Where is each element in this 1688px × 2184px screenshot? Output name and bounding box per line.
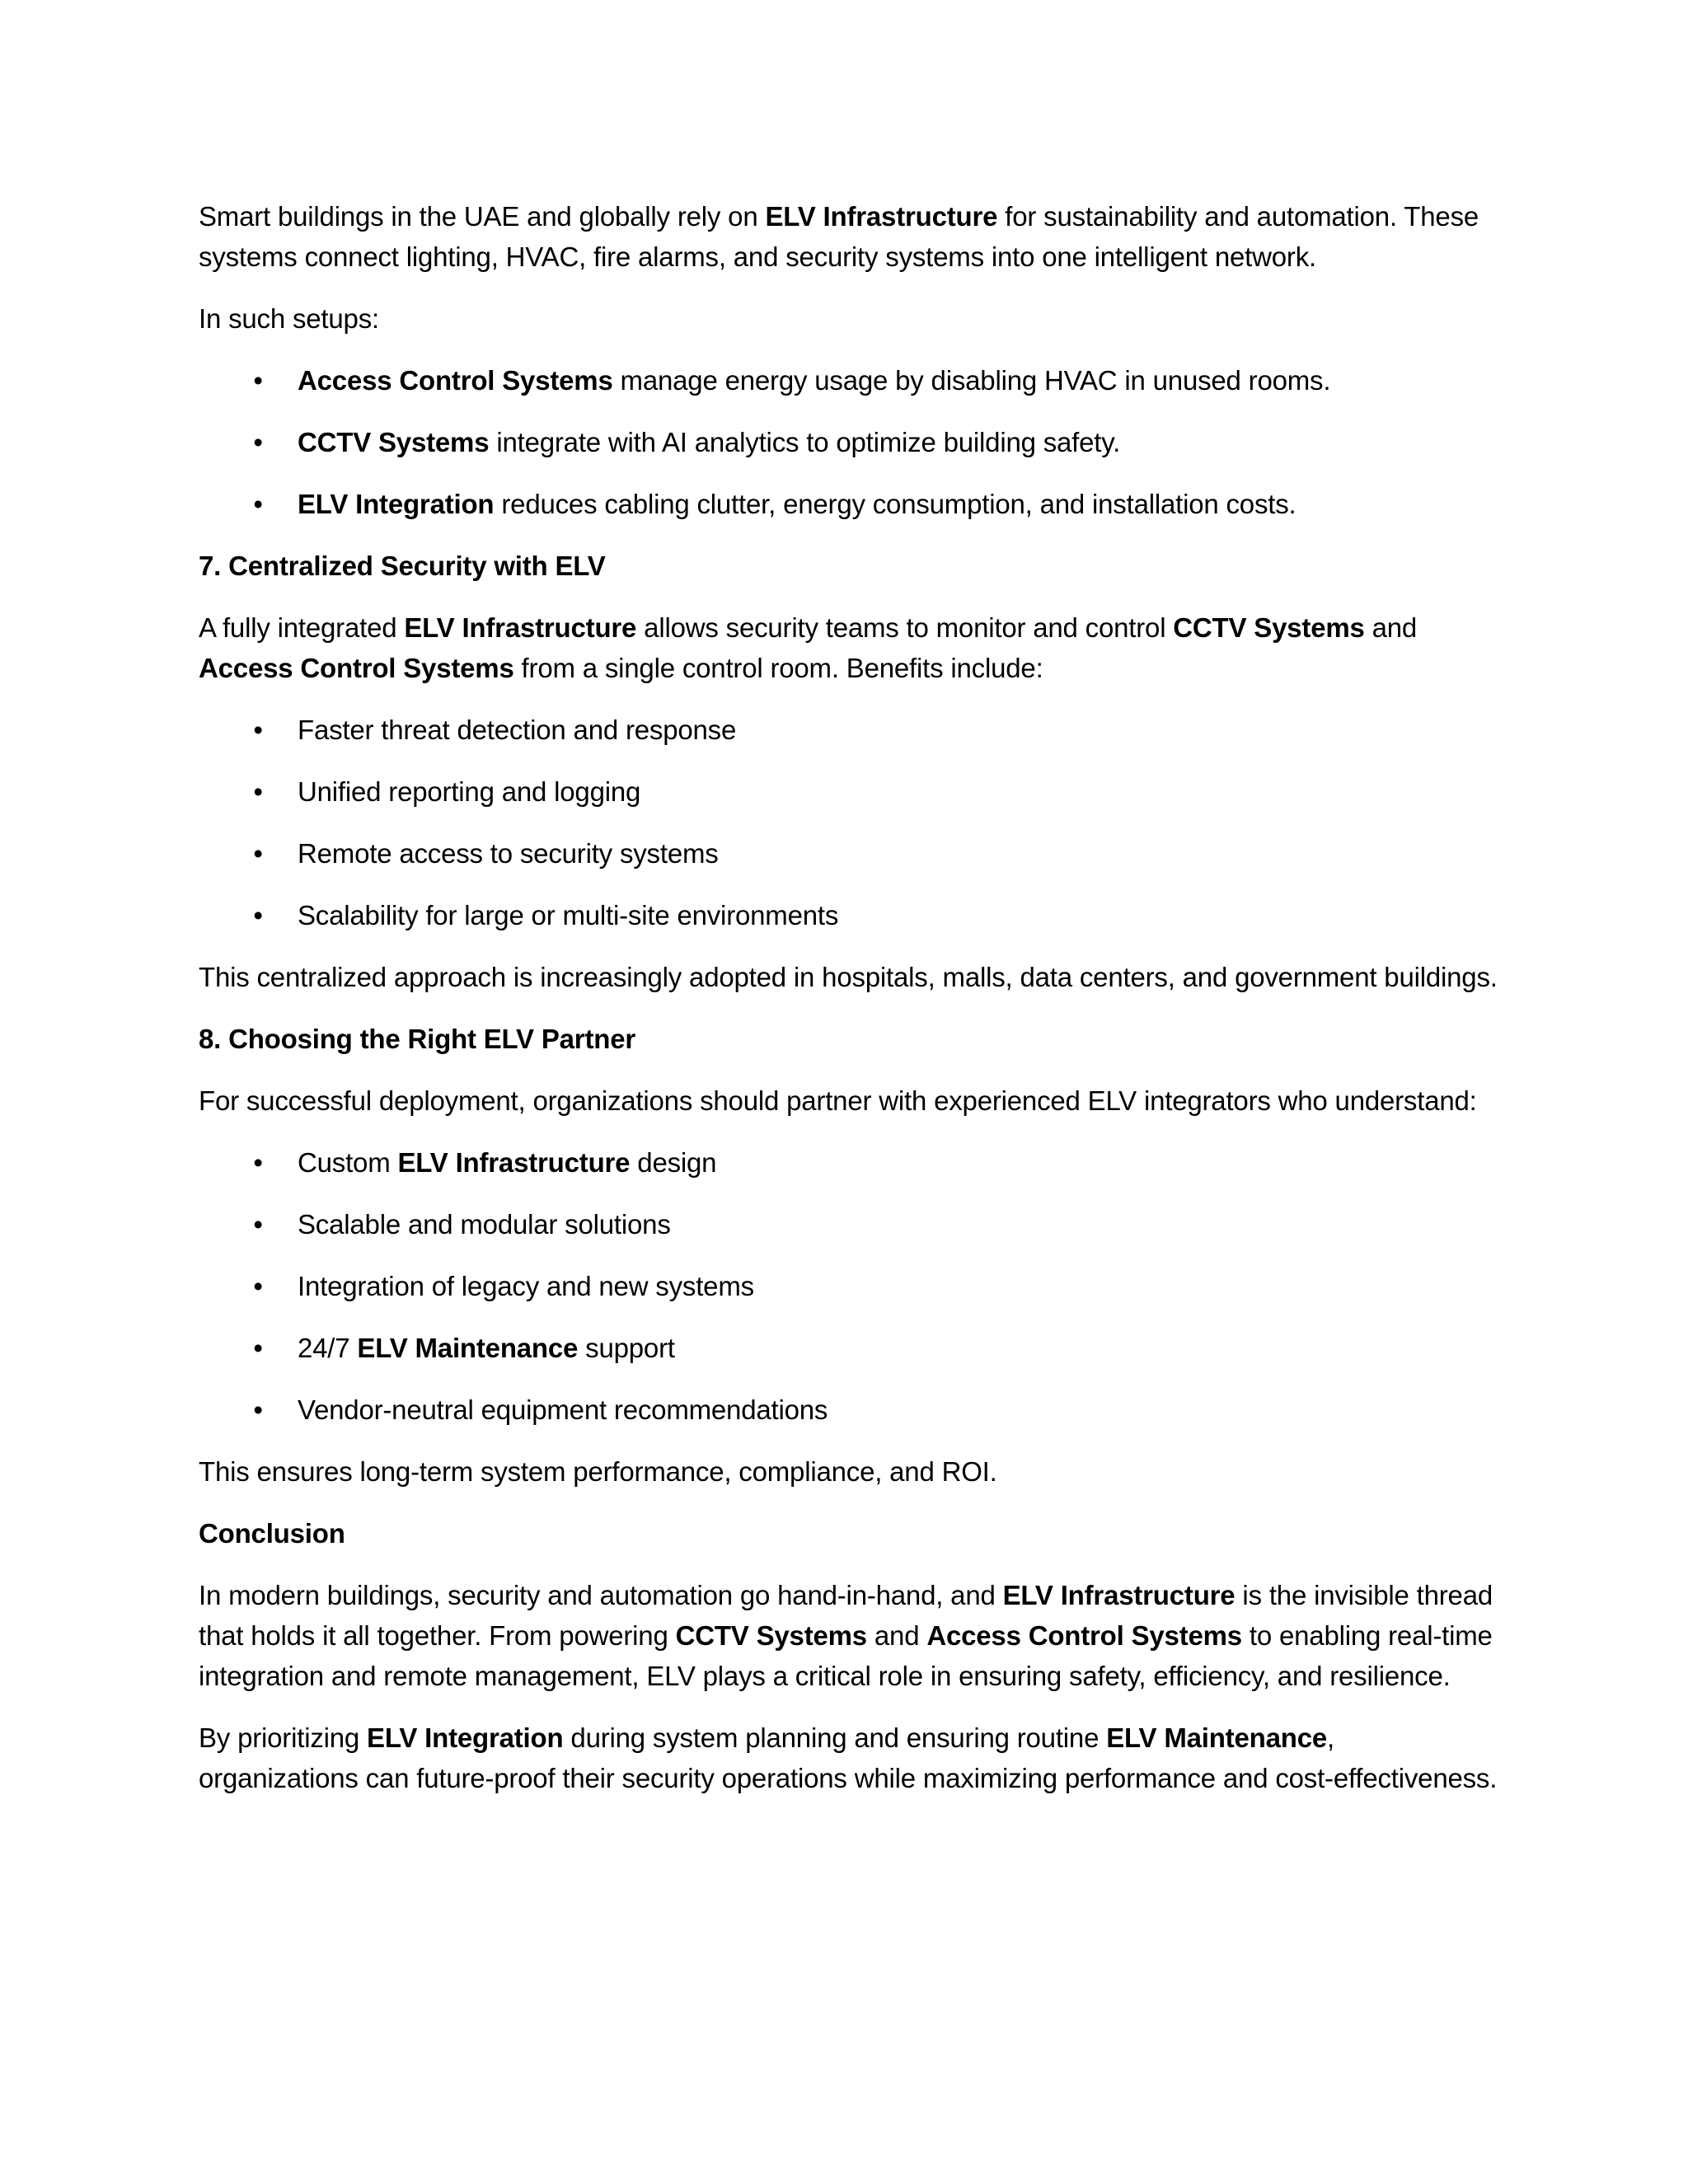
section8-closing-paragraph: This ensures long-term system performance, compliance, and ROI. (199, 1456, 997, 1487)
list-item: • Faster threat detection and response (199, 710, 1501, 750)
bullet-icon: • (253, 1147, 263, 1178)
section-heading-7: 7. Centralized Security with ELV (199, 551, 606, 581)
bullet-icon: • (253, 1209, 263, 1240)
bullet-icon: • (253, 427, 263, 457)
bullet-icon: • (253, 1394, 263, 1425)
bullet-icon: • (253, 1333, 263, 1363)
bullet-icon: • (253, 838, 263, 869)
conclusion-paragraph-2: By prioritizing ELV Integration during system planning and ensuring routine ELV Maintenance, organizations can future-proof their security operations while maximizing performance and cost-effectiveness. (199, 1722, 1498, 1793)
list-item: • CCTV Systems integrate with AI analytics to optimize building safety. (199, 422, 1501, 462)
list-item: • 24/7 ELV Maintenance support (199, 1328, 1501, 1368)
list-item: • Integration of legacy and new systems (199, 1266, 1501, 1306)
section7-paragraph: A fully integrated ELV Infrastructure allows security teams to monitor and control CCTV Systems and Access Control Systems from a single control room. Benefits include: (199, 612, 1418, 683)
list-item: • Scalable and modular solutions (199, 1204, 1501, 1244)
bullet-icon: • (253, 900, 263, 930)
document-body (199, 196, 1501, 1820)
section7-bullet-list (199, 710, 1501, 935)
list-item: • Scalability for large or multi-site environments (199, 895, 1501, 935)
section8-bullet-list (199, 1142, 1501, 1430)
list-item: • ELV Integration reduces cabling clutter, energy consumption, and installation costs. (199, 484, 1501, 524)
bullet-icon: • (253, 489, 263, 519)
intro-paragraph: Smart buildings in the UAE and globally rely on ELV Infrastructure for sustainability and automation. These systems connect lighting, HVAC, fire alarms, and security systems into one intelligent network. (199, 201, 1479, 272)
conclusion-paragraph-1: In modern buildings, security and automation go hand-in-hand, and ELV Infrastructure is the invisible thread that holds it all together. From powering CCTV Systems and Access Control Systems to enabling real-time integration and remote management, ELV plays a critical role in ensuring safety, efficiency, and resilience. (199, 1580, 1493, 1691)
intro-setups-paragraph: In such setups: (199, 303, 379, 334)
list-item: • Vendor-neutral equipment recommendations (199, 1390, 1501, 1430)
section7-closing-paragraph: This centralized approach is increasingly adopted in hospitals, malls, data centers, and government buildings. (199, 962, 1498, 992)
conclusion-heading: Conclusion (199, 1518, 345, 1549)
section8-paragraph: For successful deployment, organizations should partner with experienced ELV integrators who understand: (199, 1085, 1477, 1116)
list-item: • Unified reporting and logging (199, 771, 1501, 812)
bullet-icon: • (253, 365, 263, 396)
bullet-icon: • (253, 1271, 263, 1301)
section-heading-8: 8. Choosing the Right ELV Partner (199, 1024, 635, 1054)
list-item: • Access Control Systems manage energy usage by disabling HVAC in unused rooms. (199, 360, 1501, 401)
bullet-icon: • (253, 715, 263, 745)
list-item: • Custom ELV Infrastructure design (199, 1142, 1501, 1183)
list-item: • Remote access to security systems (199, 833, 1501, 874)
bullet-icon: • (253, 776, 263, 807)
intro-bullet-list (199, 360, 1501, 524)
